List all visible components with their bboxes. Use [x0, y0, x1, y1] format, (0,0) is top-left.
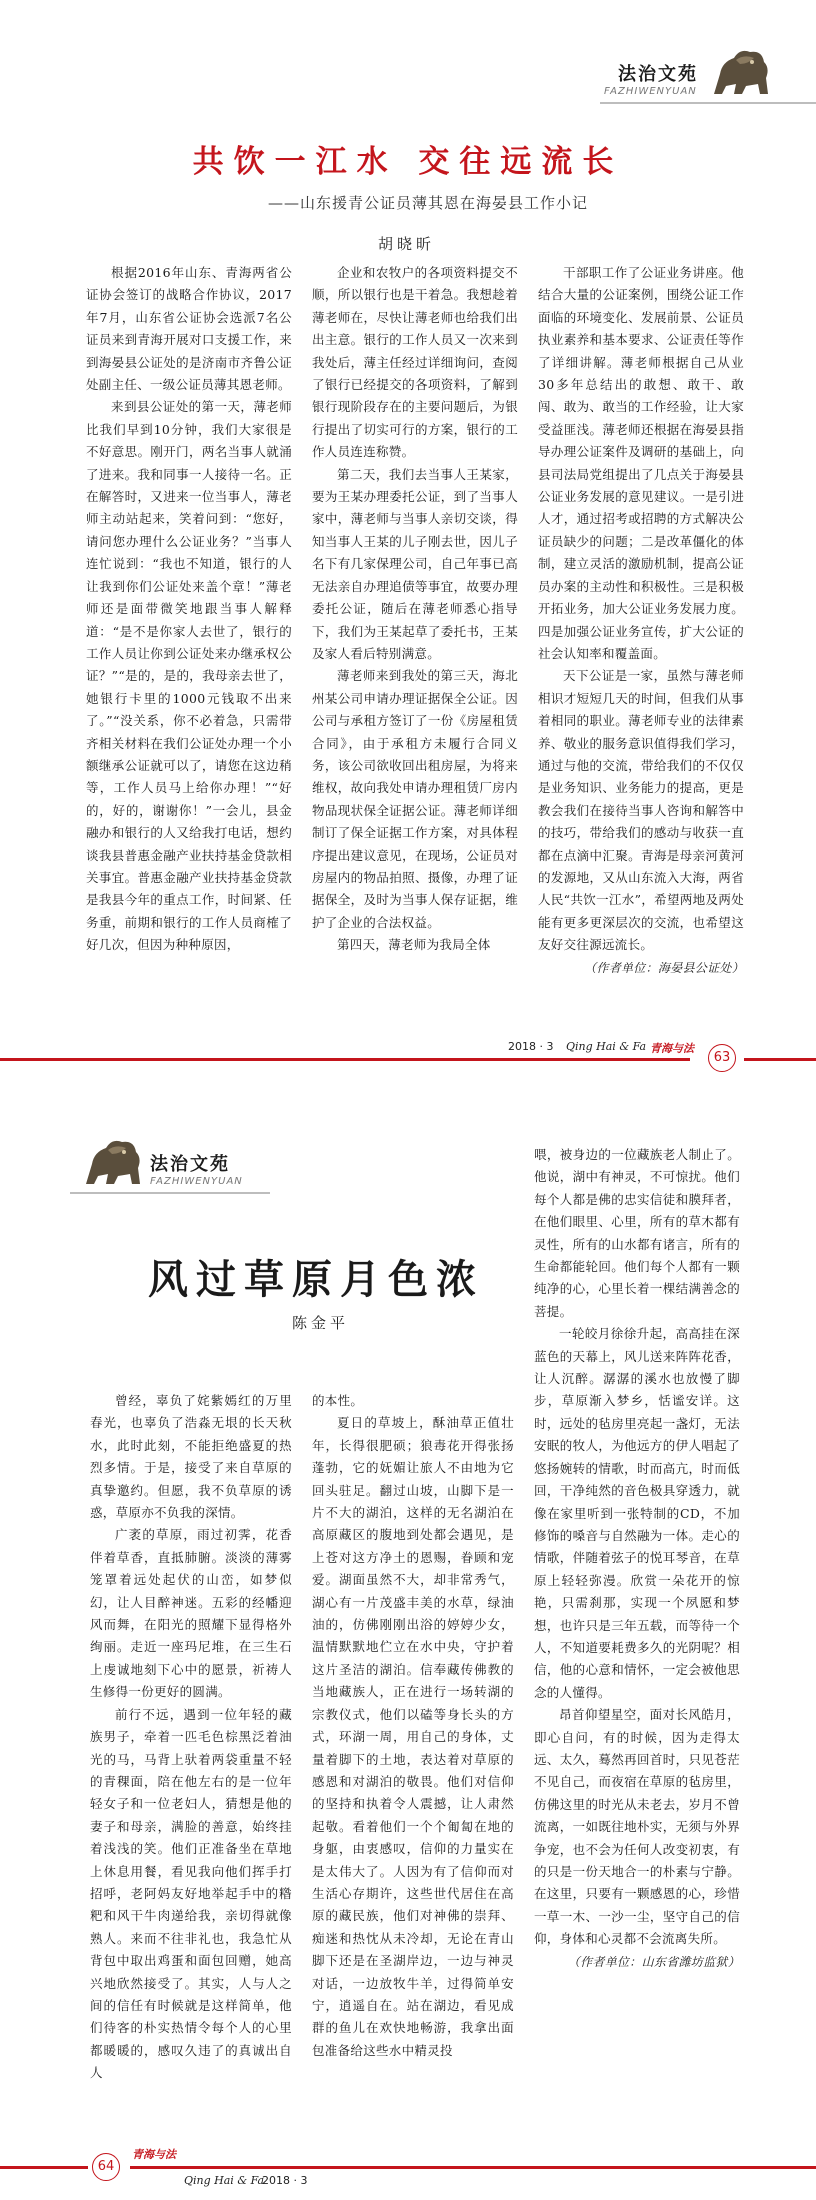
section-rule [600, 102, 816, 104]
section-header [150, 1150, 230, 1176]
footer-rule [130, 2166, 816, 2169]
footer-rule [0, 2166, 88, 2169]
paragraph: 曾经，辜负了姹紫嫣红的万里春光，也辜负了浩淼无垠的长天秋水，此时此刻，不能拒绝盛夏的热烈多情。于是，接受了来自草原的真挚邀约。但愿，我不负草原的诱惑，草原亦不负我的深情。 [90, 1393, 292, 1521]
paragraph: 前行不远，遇到一位年轻的藏族男子，牵着一匹毛色棕黑泛着油光的马，马背上驮着两袋重量不轻的青稞面，陪在他左右的是一位年轻女子和一位老妇人，猜想是他的妻子和母亲，满脸的善意，始终挂着浅浅的笑。他们正准备坐在草地上休息用餐，看见我向他们挥手打招呼，老阿妈友好地举起手中的糌粑和风干牛肉递给我，亲切得就像熟人。来而不往非礼也，我急忙从背包中取出鸡蛋和面包回赠，她高兴地欣然接受了。其实，人与人之间的信任有时候就是这样简单，他们待客的朴实热情令每个人的心里都暖暖的，感叹久违了的真诚出自人 [90, 1706, 292, 2081]
paragraph: 一轮皎月徐徐升起，高高挂在深蓝色的天幕上，风儿送来阵阵花香，让人沉醉。潺潺的溪水也放慢了脚步，草原渐入梦乡，恬谧安详。这时，远处的毡房里亮起一盏灯，无法安眠的牧人，为他远方的伊人唱起了悠扬婉转的情歌，时而高亢，时而低回，干净纯然的音色极具穿透力，就像在家里听到一张特制的CD，不加修饰的嗓音与自然融为一体。走心的情歌，伴随着弦子的悦耳琴音，在草原上轻轻弥漫。欣赏一朵花开的惊艳，只需刹那，实现一个夙愿和梦想，也许只是三年五载，而等待一个人，不知道要耗费多久的光阴呢？相信，他的心意和情怀，一定会被他思念的人懂得。 [534, 1326, 740, 1700]
text-column-2 [312, 262, 518, 1026]
footer-rule [0, 1058, 690, 1061]
section-subtitle: FAZHIWENYUAN [604, 86, 697, 97]
bronze-lion-icon [706, 44, 776, 100]
paragraph: 来到县公证处的第一天，薄老师比我们早到10分钟，我们大家很是不好意思。刚开门，两名当事人就涌了进来。我和同事一人接待一名。正在解答时，又进来一位当事人，薄老师主动站起来，笑着问到：“您好，请问您办理什么公证业务？”当事人连忙说到：“我也不知道，银行的人让我到你们公证处来盖个章！”薄老师还是面带微笑地跟当事人解释道：“是不是你家人去世了，银行的工作人员让你到公证处来办继承权公证？”“是的，是的，我母亲去世了，她银行卡里的1000元钱取不出来了。”“没关系，你不必着急，只需带齐相关材料在我们公证处办理一个小额继承公证就可以了，请您在这边稍等，工作人员马上给你办理！”“好的，好的，谢谢你！”一会儿，县金融办和银行的人又给我打电话，想约谈我县普惠金融产业扶持基金贷款相关事宜。普惠金融产业扶持基金贷款是我县今年的重点工作，时间紧、任务重，前期和银行的工作人员商榷了好几次，但因为种种原因， [86, 399, 292, 953]
section-title: 法治文苑 [150, 1154, 230, 1175]
author-affiliation: （作者单位：山东省潍坊监狱） [567, 1954, 740, 1969]
article-author: 胡晓昕 [378, 235, 436, 253]
text-column-3 [538, 262, 744, 1026]
magazine-logo: 青海与法 [132, 2148, 176, 2161]
text-column-3 [534, 1144, 740, 2140]
paragraph: 干部职工作了公证业务讲座。他结合大量的公证案例，围绕公证工作面临的环境变化、发展前景、公证员执业素养和基本要求、公证责任等作了详细讲解。薄老师根据自己从业30多年总结出的敢想、敢干、敢闯、敢为、敢当的工作经验，让大家受益匪浅。薄老师还根据在海晏县指导办理公证案件及调研的基础上，向县司法局党组提出了几点关于海晏县公证业务发展的意见建议。一是引进人才，通过招考或招聘的方式解决公证员缺少的问题；二是改革僵化的体制，建立灵活的激励机制，提高公证员办案的主动性和积极性。三是积极开拓业务，加大公证业务发展力度。四是加强公证业务宣传，扩大公证的社会认知率和覆盖面。 [538, 265, 744, 661]
paragraph: 喂，被身边的一位藏族老人制止了。他说，湖中有神灵，不可惊扰。他们每个人都是佛的忠实信徒和膜拜者，在他们眼里、心里，所有的草木都有灵性，所有的山水都有诸言，所有的生命都能轮回。他们每个人都有一颗纯净的心，心里长着一棵结满善念的菩提。 [534, 1147, 740, 1319]
section-title: 法治文苑 [618, 64, 698, 85]
paragraph: 广袤的草原，雨过初霁，花香伴着草香，直抵肺腑。淡淡的薄雾笼罩着远处起伏的山峦，如梦似幻，让人目醉神迷。五彩的经幡迎风而舞，在阳光的照耀下显得格外绚丽。走近一座玛尼堆，在三生石上虔诚地刻下心中的愿景，祈祷人生修得一份更好的圆满。 [90, 1527, 292, 1700]
paragraph: 根据2016年山东、青海两省公证协会签订的战略合作协议，2017年7月，山东省公证协会选派7名公证员来到青海开展对口支援工作，来到海晏县公证处的是济南市齐鲁公证处副主任、一级公证员薄其恩老师。 [86, 265, 292, 393]
article-page-64 [0, 1100, 816, 2200]
article-title: 共饮一江水 交往远流长 [192, 144, 624, 180]
text-column-1 [86, 262, 292, 1026]
magazine-name: Qing Hai & Fa [184, 2174, 265, 2187]
magazine-name: Qing Hai & Fa [566, 1040, 647, 1053]
paragraph: 薄老师来到我处的第三天，海北州某公司申请办理证据保全公证。因公司与承租方签订了一份《房屋租赁合同》，由于承租方未履行合同义务，该公司欲收回出租房屋，为将来维权，故向我处申请办理租赁厂房内物品现状保全证据公证。薄老师详细制订了保全证据工作方案，对具体程序提出建议意见，在现场，公证员对房屋内的物品拍照、摄像，办理了证据保全，及时为当事人保存证据，维护了企业的合法权益。 [312, 668, 518, 930]
bronze-lion-icon [78, 1134, 148, 1190]
paragraph: 第四天，薄老师为我局全体 [337, 937, 491, 953]
issue-number: 2018 · 3 [508, 1040, 554, 1053]
footer-rule [744, 1058, 816, 1061]
paragraph: 第二天，我们去当事人王某家，要为王某办理委托公证，到了当事人家中，薄老师与当事人亲切交谈，得知当事人王某的儿子刚去世，因儿子名下有几家保理公司，自己年事已高无法亲自办理追债等事宜，故要办理委托公证，随后在薄老师悉心指导下，我们为王某起草了委托书，王某及家人看后特别满意。 [312, 466, 518, 661]
text-column-2 [312, 1390, 514, 2140]
section-header [618, 60, 698, 86]
section-subtitle: FAZHIWENYUAN [150, 1176, 243, 1187]
section-subtitle-wrap [604, 86, 697, 97]
author-affiliation: （作者单位：海晏县公证处） [584, 960, 744, 975]
paragraph: 夏日的草坡上，酥油草正值壮年，长得很肥硕；狼毒花开得张扬蓬勃，它的妩媚让旅人不由地为它回头驻足。翻过山坡，山脚下是一片不大的湖泊，这样的无名湖泊在高原藏区的腹地到处都会遇见，是上苍对这方净土的恩赐，眷顾和宠爱。湖面虽然不大，却非常秀气，湖心有一片茂盛丰美的水草，绿油油的，仿佛刚刚出浴的婷婷少女，温情默默地伫立在水中央，守护着这片圣洁的湖泊。信奉藏传佛教的当地藏族人，正在进行一场转湖的宗教仪式，他们以磕等身长头的方式，环湖一周，用自己的身体，丈量着脚下的土地，表达着对草原的感恩和对湖泊的敬畏。他们对信仰的坚持和执着令人震撼，让人肃然起敬。看着他们一个个匍匐在地的身躯，由衷感叹，信仰的力量实在是太伟大了。人因为有了信仰而对生活心存期许，这些世代居住在高原的藏民族，他们对神佛的崇拜、痴迷和热忱从未冷却，无论在青山脚下还是在圣湖岸边，一边与神灵对话，一边放牧牛羊，过得简单安宁，逍遥自在。站在湖边，看见成群的鱼儿在欢快地畅游，我拿出面包准备给这些水中精灵投 [312, 1415, 514, 2058]
text-column-1 [90, 1390, 292, 2140]
article-subtitle: ——山东援青公证员薄其恩在海晏县工作小记 [268, 194, 589, 212]
magazine-logo: 青海与法 [650, 1042, 694, 1055]
issue-number: 2018 · 3 [262, 2174, 308, 2187]
section-subtitle-wrap [150, 1176, 243, 1187]
paragraph: 天下公证是一家，虽然与薄老师相识才短短几天的时间，但我们从事着相同的职业。薄老师专业的法律素养、敬业的服务意识值得我们学习，通过与他的交流，带给我们的不仅仅是业务知识、业务能力的提高，更是教会我们在接待当事人咨询和解答中的技巧，带给我们的感动与收获一直都在点滴中汇聚。青海是母亲河黄河的发源地，又从山东流入大海，两省人民“共饮一江水”，希望两地及两处能有更多更深层次的交流，也希望这友好交往源远流长。 [538, 668, 744, 953]
paragraph: 的本性。 [312, 1393, 364, 1408]
page-number: 63 [708, 1044, 736, 1072]
paragraph: 昂首仰望星空，面对长风皓月，即心自问，有的时候，因为走得太远、太久，蓦然再回首时，只见苍茫不见自己，而夜宿在草原的毡房里，仿佛这里的时光从未老去，岁月不曾流离，一如既往地朴实，无须与外界争宠，也不会为任何人改变初衷，有的只是一份天地合一的朴素与宁静。在这里，只要有一颗感恩的心，珍惜一草一木、一沙一尘，坚守自己的信仰，身体和心灵都不会流离失所。 [534, 1707, 740, 1947]
section-rule [70, 1192, 270, 1194]
page-number: 64 [92, 2153, 120, 2181]
paragraph: 企业和农牧户的各项资料提交不顺，所以银行也是干着急。我想趁着薄老师在，尽快让薄老师也给我们出出主意。银行的工作人员又一次来到我处后，薄主任经过详细询问，查阅了银行已经提交的各项资料，了解到银行现阶段存在的主要问题后，为银行提出了切实可行的方案，银行的工作人员连连称赞。 [312, 265, 518, 460]
article-title: 风过草原月色浓 [148, 1257, 484, 1303]
article-author: 陈金平 [292, 1314, 350, 1332]
